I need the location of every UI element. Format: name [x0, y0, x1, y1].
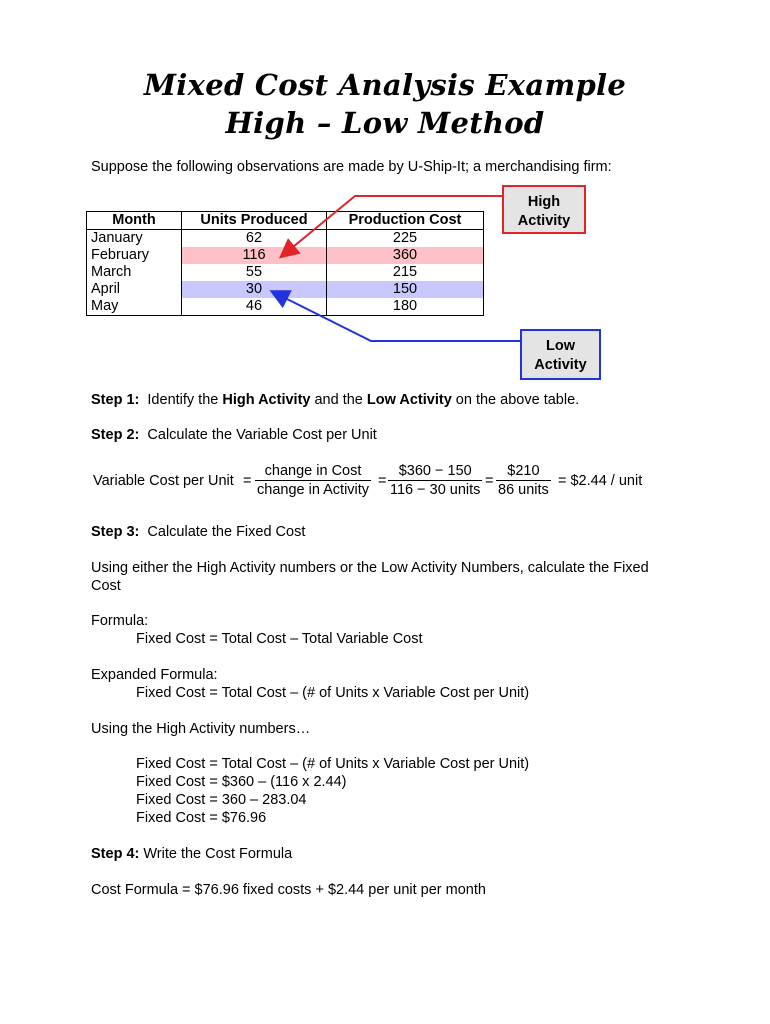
cell-units: 62: [182, 230, 327, 248]
formula-label: Formula:: [91, 613, 149, 629]
step3-label: Step 3:: [91, 524, 140, 540]
step1-text-c: on the above table.: [451, 392, 580, 408]
header-units: Units Produced: [182, 212, 327, 230]
expanded-formula-label: Expanded Formula:: [91, 667, 218, 683]
step1-text-a: Identify the: [147, 392, 223, 408]
high-callout-line1: High: [527, 194, 561, 210]
fraction-result-denominator: 86 units: [498, 482, 549, 498]
step2-text: Calculate the Variable Cost per Unit: [147, 427, 377, 443]
cell-month: February: [87, 247, 182, 264]
low-callout-line1: Low: [546, 338, 575, 354]
step4-label: Step 4:: [91, 846, 140, 862]
using-either-line2: Cost: [91, 578, 121, 594]
step1-high: High Activity: [222, 392, 311, 408]
document-title-line1: Mixed Cost Analysis Example: [143, 68, 627, 102]
calc-line: Fixed Cost = $360 – (116 x 2.44): [136, 774, 347, 790]
equation-result: = $2.44 / unit: [558, 473, 643, 489]
step2-paragraph: [91, 426, 377, 444]
calc-line: Fixed Cost = Total Cost – (# of Units x Variable Cost per Unit): [136, 756, 530, 772]
expanded-formula-text: Fixed Cost = Total Cost – (# of Units x Variable Cost per Unit): [136, 685, 530, 701]
document-title-line2: High – Low Method: [225, 106, 545, 140]
low-activity-callout: [520, 329, 601, 380]
fraction-change: [255, 462, 371, 499]
cell-cost: 180: [392, 298, 418, 314]
high-activity-callout: [502, 185, 586, 234]
step1-low: Low Activity: [366, 392, 452, 408]
high-callout-line2: Activity: [517, 213, 571, 229]
cost-formula: Cost Formula = $76.96 fixed costs + $2.44 per unit per month: [91, 882, 486, 898]
using-high-text: Using the High Activity numbers…: [91, 721, 311, 737]
equation-eq2: =: [378, 473, 387, 489]
formula-text: Fixed Cost = Total Cost – Total Variable Cost: [136, 631, 423, 647]
cell-units: 46: [182, 298, 327, 316]
step2-label: Step 2:: [91, 427, 140, 443]
step1-label: Step 1:: [91, 392, 140, 408]
cell-month: March: [87, 264, 182, 281]
step1-paragraph: [91, 391, 579, 409]
cell-month: January: [87, 230, 182, 248]
header-cost: Production Cost: [327, 212, 484, 230]
step4-paragraph: [91, 845, 292, 863]
calc-line: Fixed Cost = $76.96: [136, 810, 267, 826]
cell-cost: 225: [392, 230, 418, 246]
fraction-result: [496, 462, 551, 499]
fraction-change-numerator: change in Cost: [255, 462, 371, 481]
cell-cost: 215: [392, 264, 418, 280]
header-month: Month: [87, 212, 182, 230]
cell-cost: 360: [327, 247, 484, 264]
cell-month: April: [87, 281, 182, 298]
step4-text: Write the Cost Formula: [139, 846, 293, 862]
cell-units: 116: [182, 247, 327, 264]
calc-line: Fixed Cost = 360 – 283.04: [136, 792, 307, 808]
intro-text: Suppose the following observations are made by U-Ship-It; a merchandising firm:: [91, 159, 612, 175]
using-either-line1: Using either the High Activity numbers or the Low Activity Numbers, calculate the Fixed: [91, 560, 649, 576]
equation-lhs: Variable Cost per Unit: [93, 473, 234, 489]
fraction-values-numerator: $360 − 150: [388, 462, 482, 481]
cell-units: 30: [182, 281, 327, 298]
step3-paragraph: [91, 523, 305, 541]
cell-cost: 150: [327, 281, 484, 298]
low-callout-line2: Activity: [534, 357, 587, 373]
fraction-values: [388, 462, 482, 499]
equation-eq3: =: [485, 473, 494, 489]
equation-eq1: =: [243, 473, 252, 489]
step1-text-b: and the: [310, 392, 367, 408]
cell-month: May: [87, 298, 182, 316]
low-activity-arrow: [273, 292, 520, 341]
cell-units: 55: [182, 264, 327, 281]
fraction-values-denominator: 116 − 30 units: [390, 482, 481, 498]
fraction-result-numerator: $210: [496, 462, 551, 481]
step3-text: Calculate the Fixed Cost: [147, 524, 306, 540]
high-activity-arrow: [282, 196, 502, 256]
fraction-change-denominator: change in Activity: [257, 482, 370, 498]
